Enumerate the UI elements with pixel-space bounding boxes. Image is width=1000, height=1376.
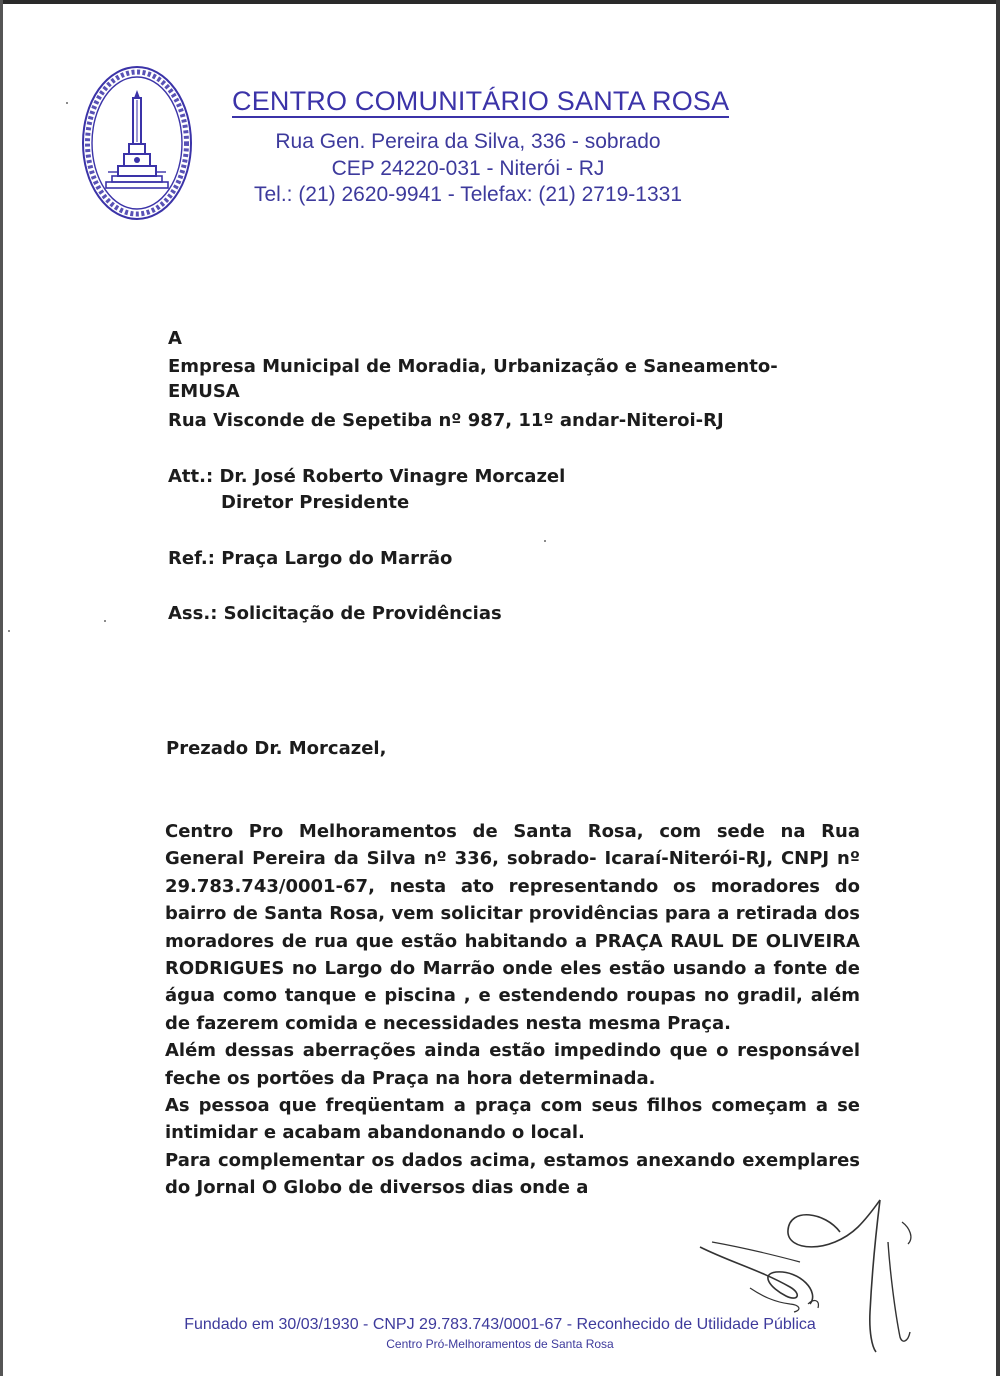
page-edge-left xyxy=(0,0,3,1376)
body-paragraph-2: Além dessas aberrações ainda estão impedindo que o responsável feche os portões da Praça na hora determinada. xyxy=(165,1040,860,1089)
footer-founded-line: Fundado em 30/03/1930 - CNPJ 29.783.743/0001-67 - Reconhecido de Utilidade Pública xyxy=(184,1316,816,1333)
organization-phone: Tel.: (21) 2620-9941 - Telefax: (21) 2719-1331 xyxy=(253,183,683,206)
footer-organization: Centro Pró-Melhoramentos de Santa Rosa xyxy=(386,1337,614,1351)
body-paragraph-4: Para complementar os dados acima, estamos anexando exemplares do Jornal O Globo de diversos dias onde a xyxy=(165,1149,860,1199)
attention-line: Att.: Dr. José Roberto Vinagre Morcazel xyxy=(168,466,566,487)
recipient-street: Rua Visconde de Sepetiba nº 987, 11º andar-Niteroi-RJ xyxy=(168,410,724,431)
recipient-company-line1: Empresa Municipal de Moradia, Urbanização e Saneamento- xyxy=(168,356,778,377)
monument-logo-icon xyxy=(78,62,196,224)
reference-line: Ref.: Praça Largo do Marrão xyxy=(168,548,453,569)
greeting: Prezado Dr. Morcazel, xyxy=(166,738,387,759)
body-paragraph-3: As pessoa que freqüentam a praça com seus filhos começam a se intimidar e acabam abandonando o local. xyxy=(165,1095,860,1144)
organization-name: CENTRO COMUNITÁRIO SANTA ROSA xyxy=(232,86,730,116)
letter-body xyxy=(165,818,860,1202)
subject-line: Ass.: Solicitação de Providências xyxy=(168,603,502,624)
body-paragraph-1: Centro Pro Melhoramentos de Santa Rosa, com sede na Rua General Pereira da Silva nº 336, sobrado- Icaraí-Niterói-RJ, CNPJ nº 29.783.743/0001-67, nesta ato representando os moradores do bairro de Santa Rosa, vem solicitar providências para a retirada dos moradores de rua que estão habitando a PRAÇA RAUL DE OLIVEIRA RODRIGUES no Largo do Marrão onde eles estão usando a fonte de água como tanque e piscina , e estendendo roupas no gradil, além de fazerem comida e necessidades nesta mesma Praça. xyxy=(165,821,860,1034)
organization-cep: CEP 24220-031 - Niterói - RJ xyxy=(331,157,605,180)
scan-speck xyxy=(8,630,10,632)
scan-speck xyxy=(544,540,546,542)
page-edge-right xyxy=(996,0,1000,1376)
organization-address: Rua Gen. Pereira da Silva, 336 - sobrado xyxy=(275,130,661,153)
recipient-salutation: A xyxy=(168,328,182,349)
scan-speck xyxy=(104,620,106,622)
recipient-company-line2: EMUSA xyxy=(168,381,240,402)
attention-title: Diretor Presidente xyxy=(221,492,410,513)
scan-speck xyxy=(66,102,68,104)
page-edge-top xyxy=(0,0,1000,4)
